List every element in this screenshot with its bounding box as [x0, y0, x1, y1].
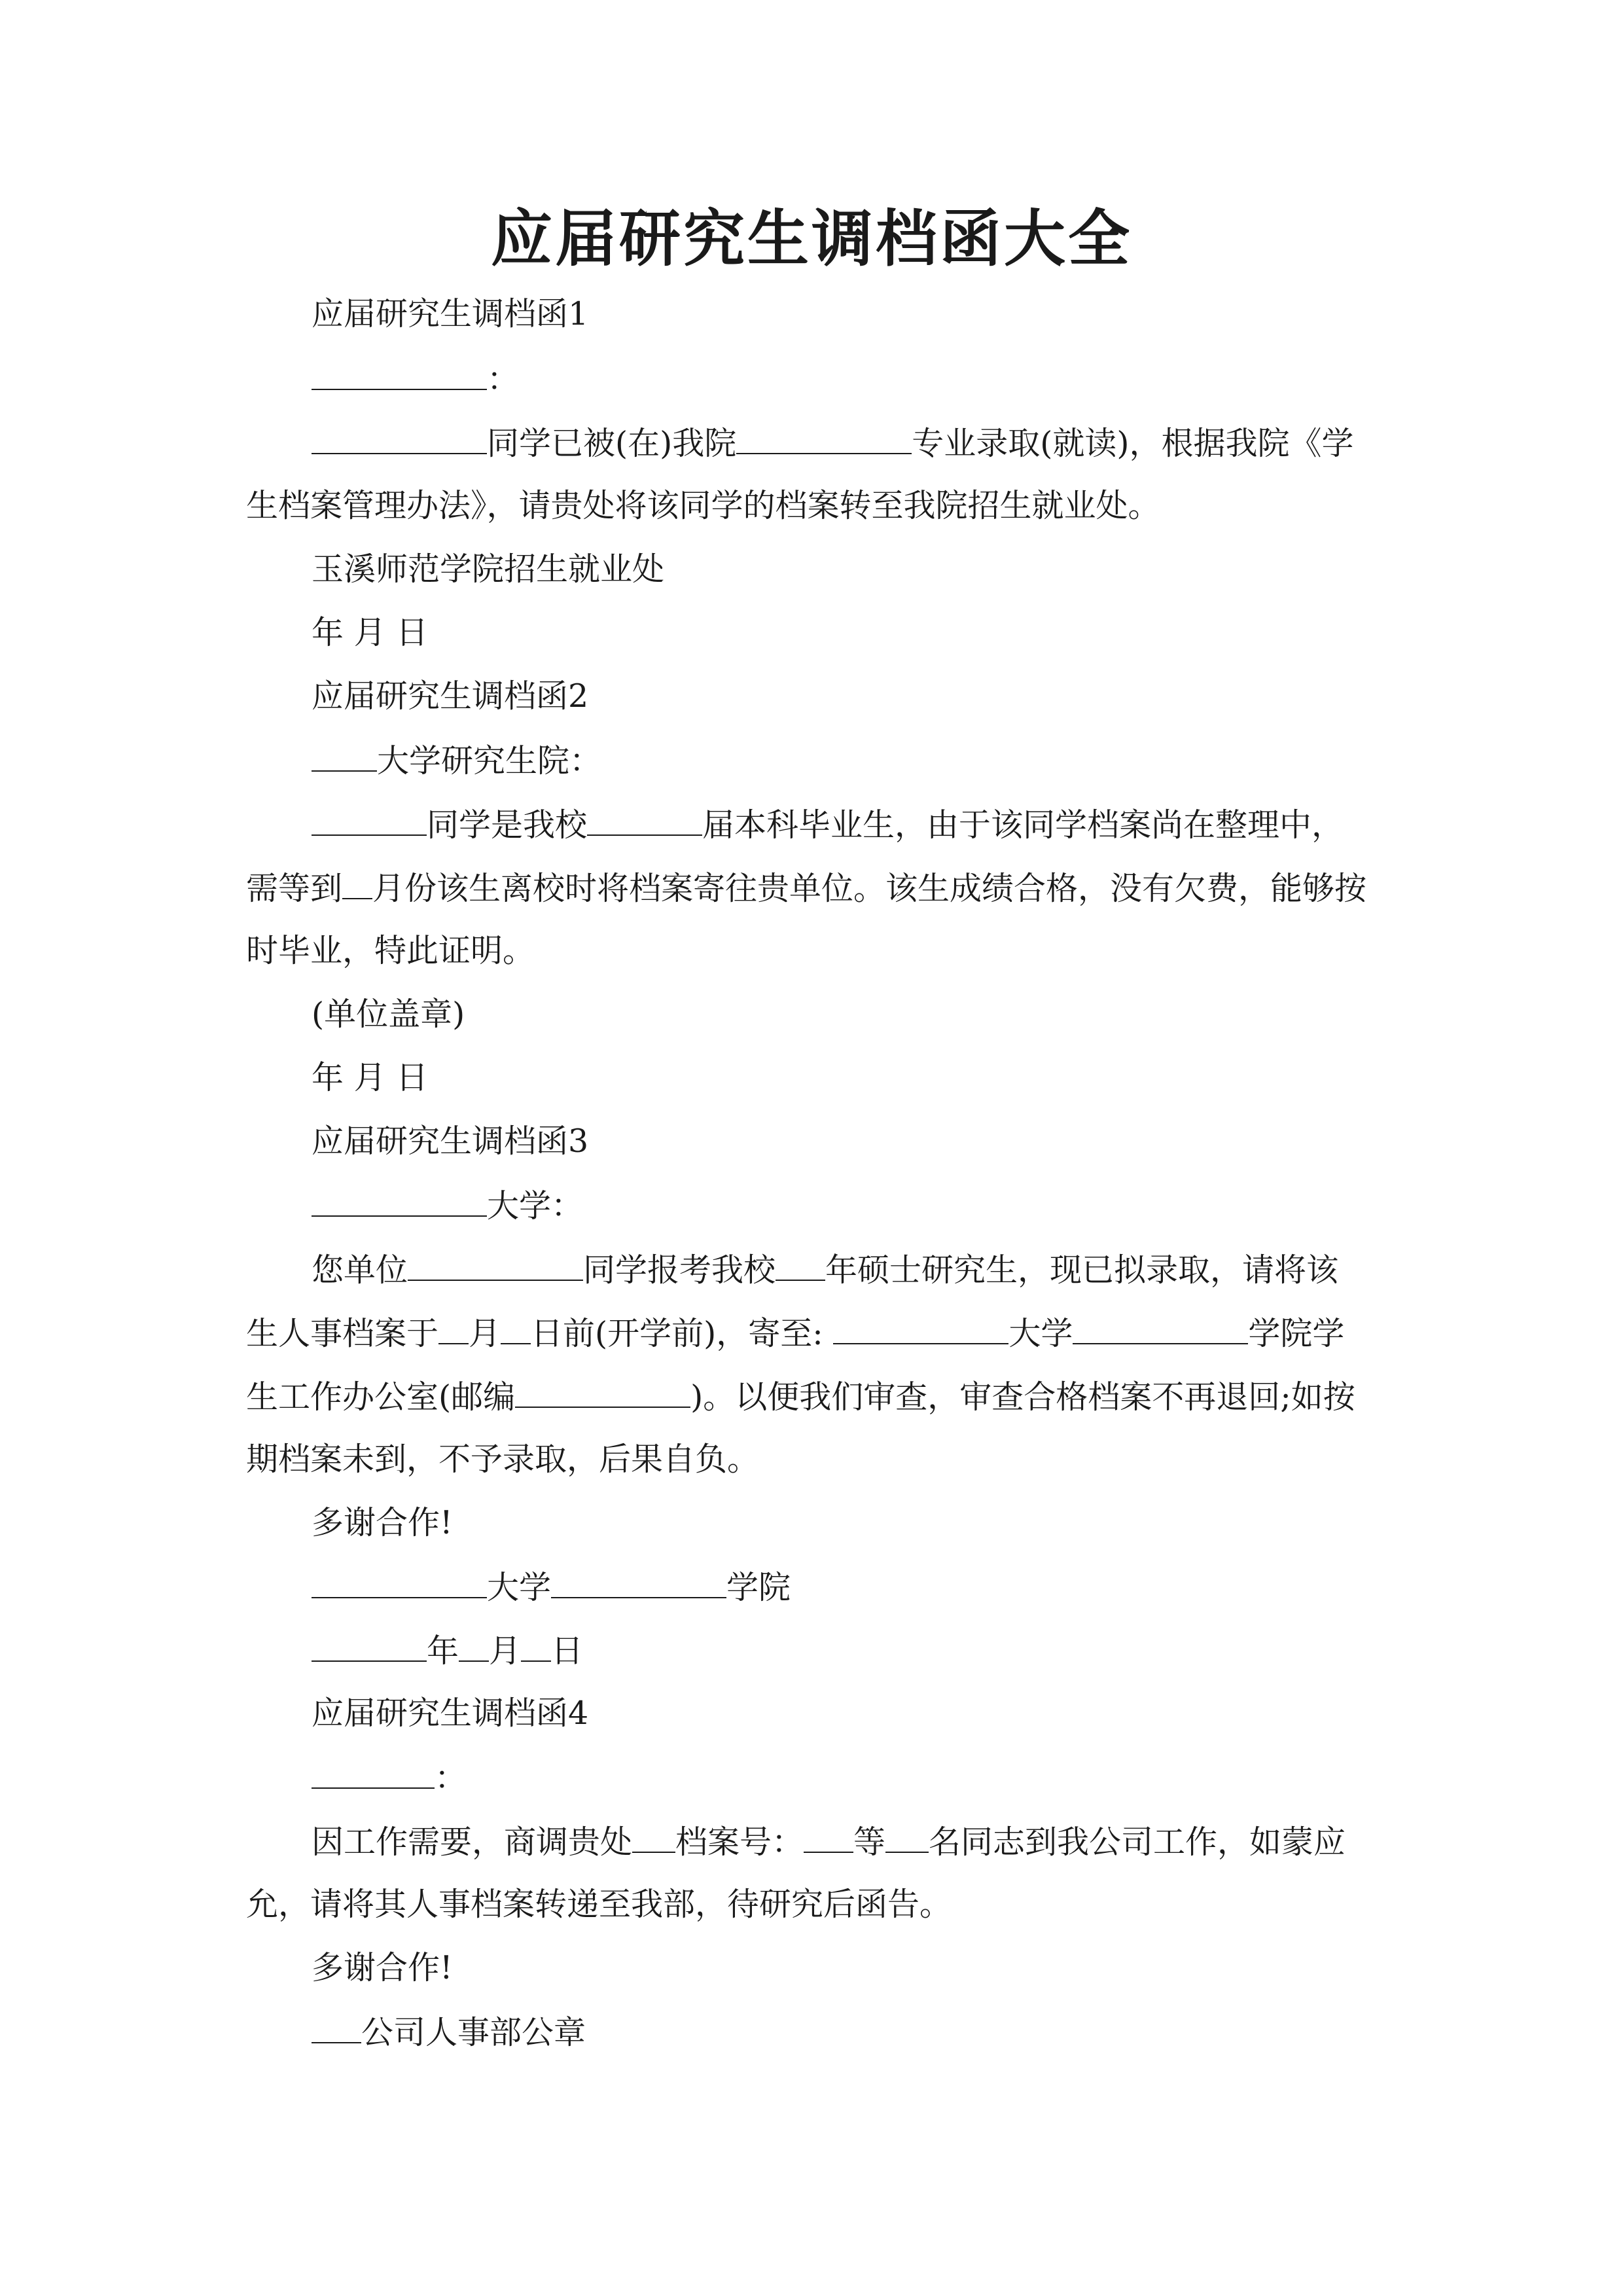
- letter2-paragraph-line3: 时毕业，特此证明。: [246, 932, 535, 969]
- letter4-heading: 应届研究生调档函4: [312, 1695, 589, 1732]
- blank-field[interactable]: [1073, 1313, 1248, 1344]
- letter1-salutation: ：: [312, 359, 519, 399]
- letter1-signature: 玉溪师范学院招生就业处: [312, 550, 665, 588]
- blank-field[interactable]: [312, 740, 377, 772]
- letter1-paragraph-line2: 生档案管理办法》，请贵处将该同学的档案转至我院招生就业处。: [246, 487, 1160, 524]
- blank-field[interactable]: [885, 1821, 929, 1853]
- letter3-paragraph-line2: 生人事档案于 月 日前(开学前)，寄至: 大学 学院学: [246, 1313, 1344, 1354]
- letter1-heading: 应届研究生调档函1: [312, 295, 589, 332]
- blank-field[interactable]: [833, 1313, 1008, 1344]
- letter4-salutation: ：: [312, 1757, 467, 1798]
- letter3-date: 年 月 日: [312, 1630, 583, 1671]
- page-title: 应届研究生调档函大全: [490, 203, 1132, 275]
- letter4-paragraph-line2: 允，请将其人事档案转递至我部，待研究后函告。: [246, 1886, 952, 1923]
- letter3-salutation: 大学：: [312, 1185, 583, 1226]
- letter3-signature: 大学 学院: [312, 1567, 791, 1607]
- letter2-date: 年 月 日: [312, 1059, 429, 1096]
- blank-field[interactable]: [551, 1567, 726, 1598]
- letter3-heading: 应届研究生调档函3: [312, 1122, 589, 1160]
- letter4-seal: 公司人事部公章: [312, 2012, 586, 2053]
- letter2-paragraph-line2: 需等到 月份该生离校时将档案寄往贵单位。该生成绩合格，没有欠费，能够按: [246, 868, 1366, 908]
- letter3-paragraph-line1: 您单位 同学报考我校 年硕士研究生，现已拟录取，请将该: [312, 1249, 1338, 1290]
- letter1-paragraph-line1: 同学已被(在)我院 专业录取(就读)，根据我院《学: [312, 423, 1353, 463]
- blank-field[interactable]: [312, 2012, 361, 2043]
- blank-field[interactable]: [804, 1821, 853, 1853]
- letter2-salutation: 大学研究生院：: [312, 740, 601, 781]
- letter4-thanks: 多谢合作!: [312, 1949, 453, 1986]
- blank-field[interactable]: [501, 1313, 531, 1344]
- blank-field[interactable]: [632, 1821, 675, 1853]
- blank-field[interactable]: [342, 868, 372, 899]
- blank-field[interactable]: [312, 1630, 427, 1662]
- letter4-paragraph-line1: 因工作需要，商调贵处 档案号： 等 名同志到我公司工作，如蒙应: [312, 1821, 1346, 1862]
- blank-field[interactable]: [438, 1313, 469, 1344]
- letter2-paragraph-line1: 同学是我校 届本科毕业生，由于该同学档案尚在整理中，: [312, 804, 1344, 845]
- blank-field[interactable]: [312, 1757, 435, 1789]
- blank-field[interactable]: [312, 359, 487, 390]
- blank-field[interactable]: [312, 804, 427, 836]
- letter2-stamp: (单位盖章): [312, 996, 465, 1033]
- blank-field[interactable]: [736, 423, 912, 454]
- blank-field[interactable]: [515, 1376, 690, 1408]
- letter2-heading: 应届研究生调档函2: [312, 677, 589, 715]
- blank-field[interactable]: [459, 1630, 489, 1662]
- blank-field[interactable]: [408, 1249, 583, 1281]
- letter3-paragraph-line4: 期档案未到，不予录取，后果自负。: [246, 1441, 760, 1478]
- blank-field[interactable]: [521, 1630, 551, 1662]
- blank-field[interactable]: [776, 1249, 825, 1281]
- blank-field[interactable]: [587, 804, 702, 836]
- letter1-date: 年 月 日: [312, 614, 429, 651]
- letter3-thanks: 多谢合作!: [312, 1504, 453, 1541]
- blank-field[interactable]: [312, 1567, 487, 1598]
- blank-field[interactable]: [312, 423, 487, 454]
- letter3-paragraph-line3: 生工作办公室(邮编 )。以便我们审查，审查合格档案不再退回;如按: [246, 1376, 1355, 1417]
- blank-field[interactable]: [312, 1185, 487, 1217]
